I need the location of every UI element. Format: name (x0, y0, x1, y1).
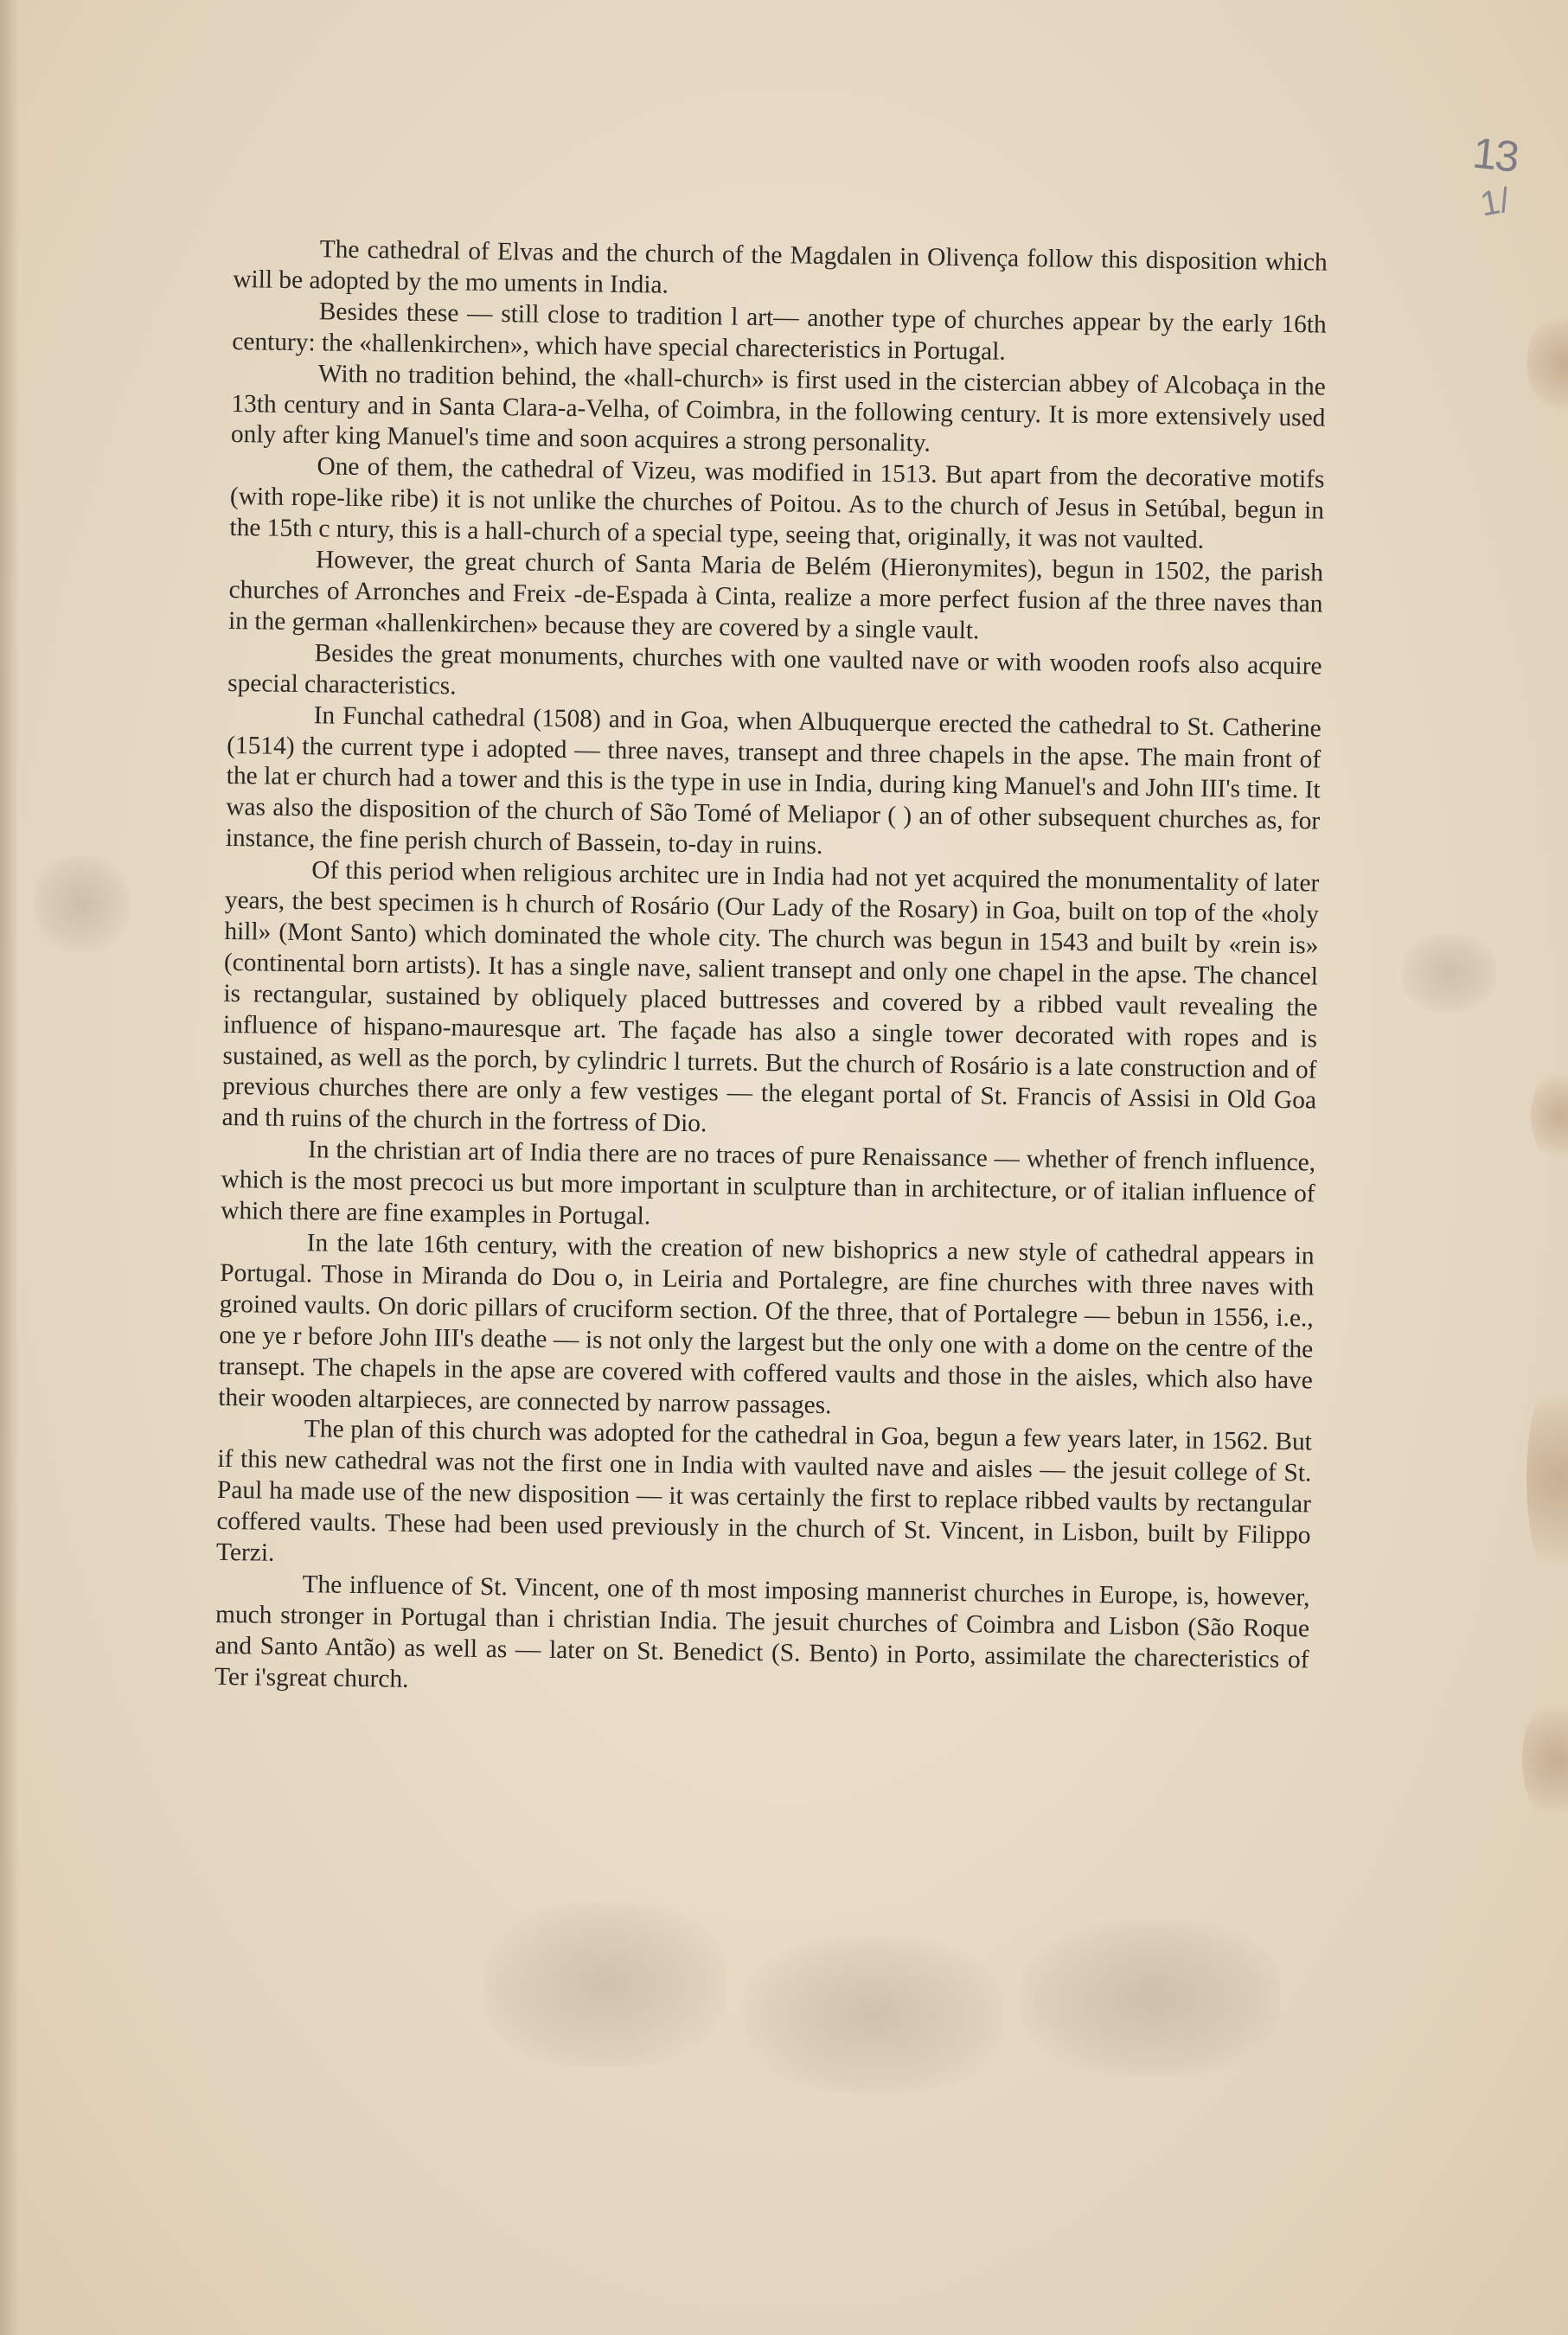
paragraph: In the christian art of India there are no traces of pure Renaissance — whether of french influence, which is the most precoci us but more important in sculpture than in architecture, or of italian influence of which there are fine examples in Portugal. (220, 1136, 1316, 1231)
paragraph: The plan of this church was adopted for the cathedral in Goa, begun a few years later, in 1562. But if this new cathedral was not the first one in India with vaulted nave and aisles — the jesuit college of St. Paul ha made use of the new disposition — it was certainly the first to replace ribbed vaults by rectangular coffered vaults. These had been used previously in the church of St. Vincent, in Lisbon, built by Filippo Terzi. (215, 1415, 1313, 1567)
stain-right-2 (1531, 1068, 1568, 1163)
paragraph: Of this period when religious architec ure in India had not yet acquired the monumentality of later years, the best specimen is h church of Rosário (Our Lady of the Rosary) in Goa, built on top of the «holy hill» (Mont Santo) which dominated the whole city. The church was begun in 1543 and built by «rein is» (continental born artists). It has a single nave, salient transept and only one chapel in the apse. The chancel is rectangular, sustained by obliquely placed buttresses and covered by a ribbed vault revealing the influence of hispano-mauresque art. The façade has also a single tower decorated with ropes and is sustained, as well as the porch, by cylindric l turrets. But the church of Rosário is a late construction and of previous churches there are only a few vestiges — the elegant portal of St. Francis of Assisi in Old Goa and th ruins of the church in the fortress of Dio. (221, 856, 1320, 1138)
paragraph: With no tradition behind, the «hall-church» is first used in the cistercian abbey of Alcobaça in the 13th century and in Santa Clara-a-Velha, of Coimbra, in the following century. It is more extensively used only after king Manuel's time and soon acquires a strong personality. (230, 359, 1326, 458)
body-text (214, 234, 1328, 1707)
smudge-bottom-3 (1021, 1920, 1280, 2076)
paragraph: One of them, the cathedral of Vizeu, was modified in 1513. But apart from the decorative motifs (with rope-like ribe) it is not unlike the churches of Poitou. As to the church of Jesus in Setúbal, begun in the 15th c ntury, this is a hall-church of a special type, seeing that, originally, it was not vaulted. (229, 452, 1325, 554)
paragraph: Besides the great monuments, churches with one vaulted nave or with wooden roofs also acquire special characteristics. (227, 639, 1322, 700)
smudge-left-1 (35, 856, 130, 951)
stain-right-1 (1526, 311, 1568, 415)
page-edge-shadow (0, 0, 19, 2335)
paragraph: Besides these — still close to tradition l art— another type of churches appear by the early 16th century: the «hallenkirchen», which have special charecteristics in Portugal. (232, 297, 1327, 366)
paragraph: However, the great church of Santa Maria de Belém (Hieronymites), begun in 1502, the parish churches of Arronches and Freix -de-Espada à Cinta, realize a more perfect fusion af the three naves than in the german «hallenkirchen» because they are covered by a single vault. (227, 546, 1324, 645)
paragraph: In Funchal cathedral (1508) and in Goa, when Albuquerque erected the cathedral to St. Catherine (1514) the current type i adopted — three naves, transept and three chapels in the apse. The main front of the lat er church had a tower and this is the type in use in India, during king Manuel's and John III's time. It was also the disposition of the church of São Tomé of Meliapor ( ) an of other subsequent churches as, for instance, the fine perish church of Bassein, to-day in ruins. (225, 700, 1322, 860)
smudge-bottom-1 (484, 1903, 726, 2067)
smudge-right-5 (1401, 934, 1496, 1012)
paragraph: The influence of St. Vincent, one of th most imposing mannerist churches in Europe, is, however, much stronger in Portugal than i christian India. The jesuit churches of Coimbra and Lisbon (São Roque and Santo Antão) as well as — later on St. Benedict (S. Bento) in Porto, assimilate the charecteristics of Ter i'sgreat church. (214, 1571, 1310, 1693)
page-mark: 1/ (1477, 181, 1513, 224)
stain-right-3 (1526, 1366, 1568, 1591)
paragraph: The cathedral of Elvas and the church of the Magdalen in Olivença follow this disposition which will be adopted by the mo uments in India. (233, 235, 1328, 299)
page-number: 13 (1470, 128, 1520, 182)
paragraph: In the late 16th century, with the creation of new bishoprics a new style of cathedral appears in Portugal. Those in Miranda do Dou o, in Leiria and Portalegre, are fine churches with three naves with groined vaults. On doric pillars of cruciform section. Of the three, that of Portalegre — bebun in 1556, i.e., one ye r before John III's deathe — is not only the largest but the only one with a dome on the centre of the transept. The chapels in the apse are covered with coffered vaults and those in the aisles, which also have their wooden altarpieces, are connected by narrow passages. (218, 1229, 1315, 1419)
smudge-bottom-2 (744, 1937, 1003, 2093)
stain-right-4 (1522, 1695, 1568, 1825)
